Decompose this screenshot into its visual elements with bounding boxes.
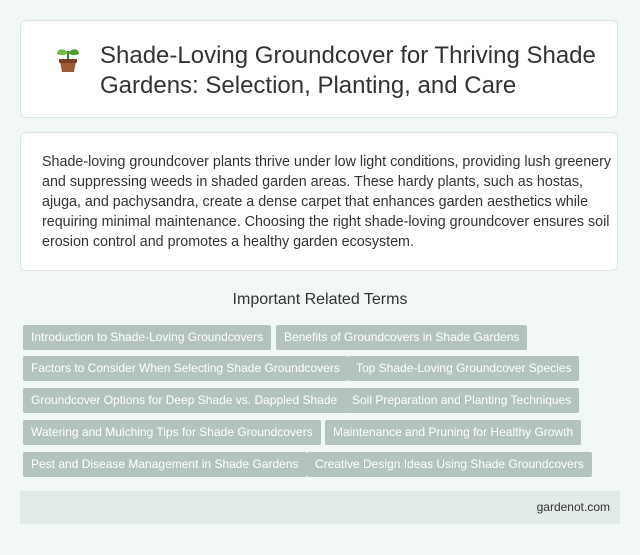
intro-paragraph: Shade-loving groundcover plants thrive under low light conditions, providing lush greenery and suppressing weeds in shaded garden areas. These hardy plants, such as hostas, ajuga, and pachysandra, create a dense carpet that enhances garden aesthetics while requiring minimal maintenance. Choosing the right shade-loving groundcover ensures soil erosion control and promotes a healthy garden ecosystem. bbox=[42, 154, 612, 250]
tag-design-ideas[interactable]: Creative Design Ideas Using Shade Groundcovers bbox=[307, 452, 592, 477]
seedling-icon bbox=[55, 45, 81, 75]
tag-deep-vs-dappled[interactable]: Groundcover Options for Deep Shade vs. Dappled Shade bbox=[23, 388, 345, 413]
tag-introduction[interactable]: Introduction to Shade-Loving Groundcovers bbox=[23, 325, 271, 350]
tag-factors[interactable]: Factors to Consider When Selecting Shade Groundcovers bbox=[23, 356, 348, 381]
tag-maintenance[interactable]: Maintenance and Pruning for Healthy Growth bbox=[325, 420, 581, 445]
tag-top-species[interactable]: Top Shade-Loving Groundcover Species bbox=[348, 356, 579, 381]
footer bbox=[20, 491, 620, 524]
related-terms-heading: Important Related Terms bbox=[232, 291, 408, 308]
tag-watering-mulching[interactable]: Watering and Mulching Tips for Shade Groundcovers bbox=[23, 420, 321, 445]
tag-benefits[interactable]: Benefits of Groundcovers in Shade Gardens bbox=[276, 325, 527, 350]
tag-soil-preparation[interactable]: Soil Preparation and Planting Techniques bbox=[344, 388, 579, 413]
tag-pest-disease[interactable]: Pest and Disease Management in Shade Gardens bbox=[23, 452, 307, 477]
footer-site-link[interactable]: gardenot.com bbox=[536, 500, 610, 514]
page-title: Shade-Loving Groundcover for Thriving Shade Gardens: Selection, Planting, and Care bbox=[100, 42, 596, 99]
